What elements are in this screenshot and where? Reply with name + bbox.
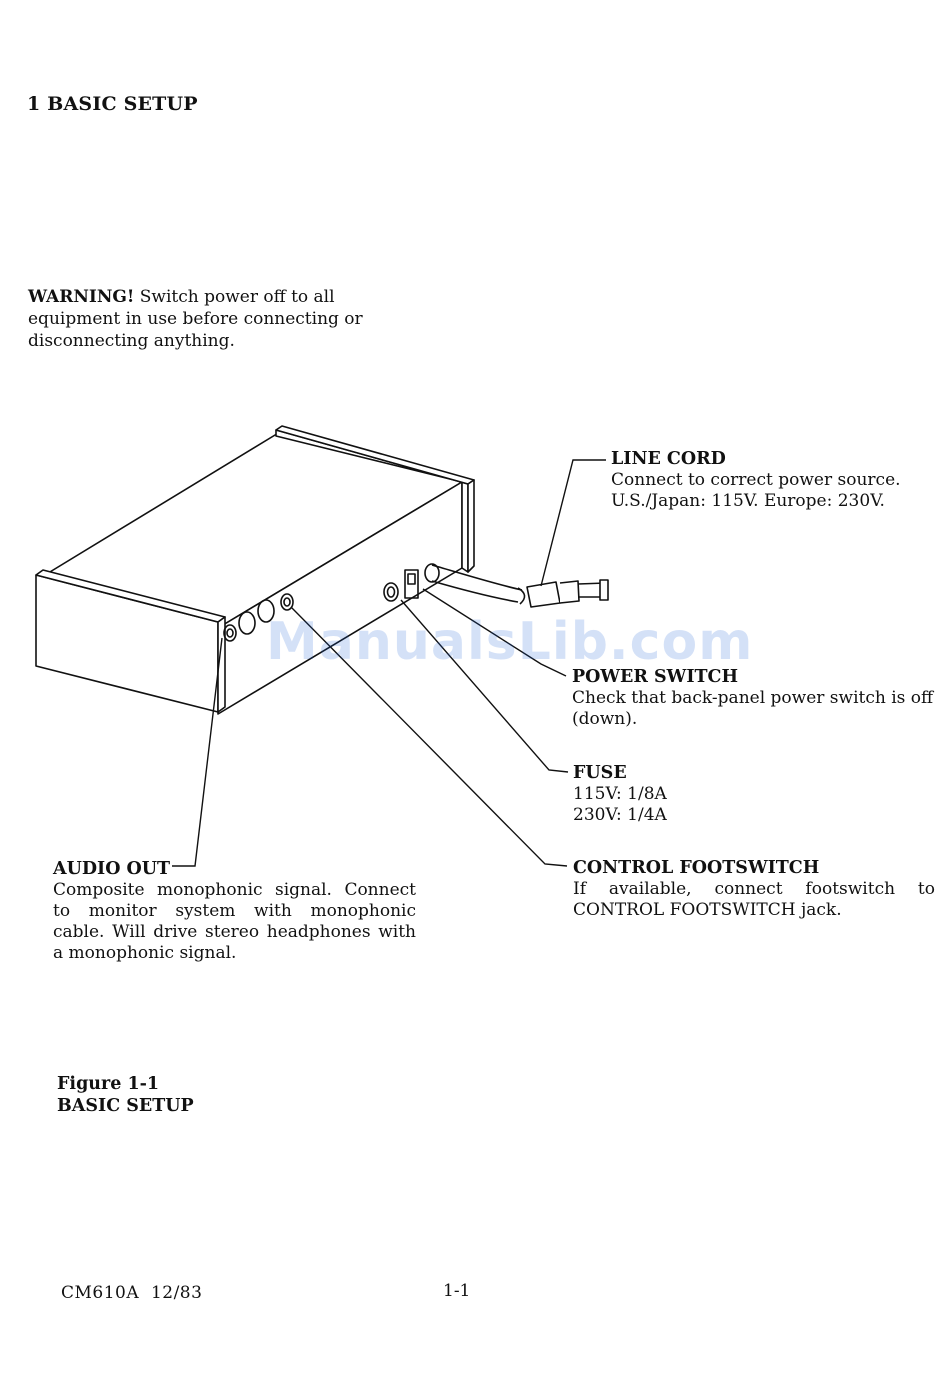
control-footswitch-text: If available, connect footswitch to CONTROL FOOTSWITCH jack. (573, 879, 935, 920)
control-footswitch-title: CONTROL FOOTSWITCH (573, 858, 820, 878)
warning-text: Switch power off to all equipment in use before connecting or disconnecting anything. (28, 287, 363, 351)
power-switch-title: POWER SWITCH (572, 667, 738, 687)
fuse-callout (573, 762, 773, 826)
figure-number: Figure 1-1 (57, 1074, 160, 1094)
line-cord-title: LINE CORD (611, 449, 726, 469)
line-cord-line-2: U.S./Japan: 115V. Europe: 230V. (611, 491, 885, 511)
line-cord-line-1: Connect to correct power source. (611, 470, 901, 490)
audio-out-title: AUDIO OUT (53, 859, 171, 879)
figure-caption (57, 1073, 194, 1117)
power-switch-text: Check that back-panel power switch is off (down). (572, 688, 934, 729)
warning-label: WARNING! (28, 287, 135, 307)
fuse-title: FUSE (573, 763, 627, 783)
watermark: ManualsLib.com (266, 612, 754, 672)
line-cord-callout (611, 448, 941, 512)
figure-title: BASIC SETUP (57, 1096, 194, 1116)
power-switch-callout (572, 666, 937, 730)
section-title: 1 BASIC SETUP (27, 93, 198, 115)
control-footswitch-callout (573, 857, 935, 921)
line-cord-leader (541, 460, 606, 586)
audio-out-text: Composite monophonic signal. Connect to monitor system with monophonic cable. Will drive stereo headphones with a monophonic signal. (53, 880, 416, 963)
fuse-line-1: 115V: 1/8A (573, 784, 667, 804)
fuse-line-2: 230V: 1/4A (573, 805, 667, 825)
line-cord-plug (527, 582, 560, 607)
audio-out-callout (53, 858, 416, 964)
footer-page-number: 1-1 (443, 1281, 471, 1301)
footer-doc-id: CM610A 12/83 (61, 1283, 203, 1303)
